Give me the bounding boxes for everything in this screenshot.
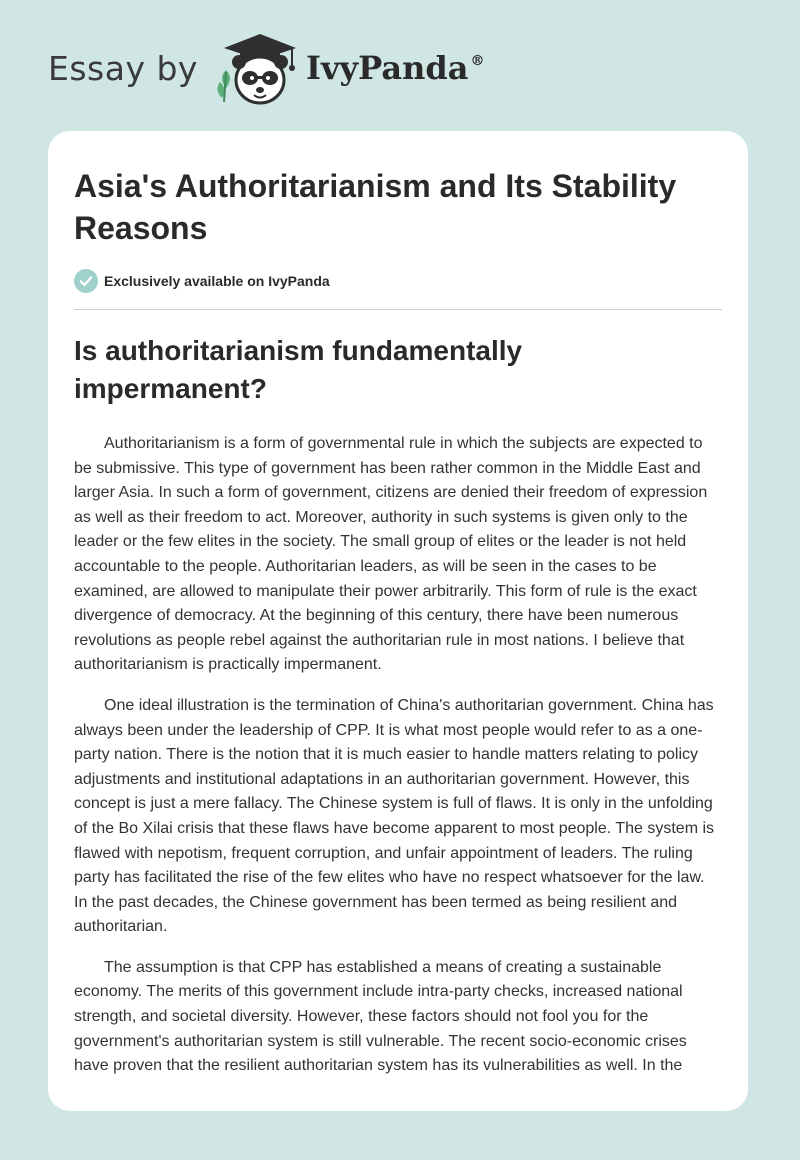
exclusive-badge-text: Exclusively available on IvyPanda: [104, 273, 330, 289]
exclusive-badge: [74, 267, 722, 295]
essay-title: Asia's Authoritarianism and Its Stability Reasons: [74, 168, 677, 246]
panda-logo-icon[interactable]: [212, 28, 300, 108]
paragraph: One ideal illustration is the termination of China's authoritarian government. China has always been under the leadership of CPP. It is what most people would refer to as a one-party nation. There is the notion that it is much easier to handle matters relating to policy adjustments and institutional adaptations in an authoritarian government. However, this concept is just a mere fallacy. The Chinese system is full of flaws. It is only in the unfolding of the Bo Xilai crisis that these flaws have become apparent to most people. The system is flawed with nepotism, frequent corruption, and unfair appointment of leaders. The ruling party has facilitated the rise of the few elites who have no respect whatsoever for the law. In the past decades, the Chinese government has been termed as being resilient and authoritarian.: [74, 696, 715, 936]
brand-name-text: IvyPanda: [305, 49, 469, 87]
paragraph: Authoritarianism is a form of governmental rule in which the subjects are expected to be submissive. This type of government has been rather common in the Middle East and larger Asia. In such a form of government, citizens are denied their freedom of expression as well as their freedom to act. Moreover, authority in such systems is given only to the leader or the few elites in the society. The small group of elites or the leader is not held accountable to the people. Authoritarian leaders, as will be seen in the cases to be examined, are allowed to manipulate their power arbitrarily. This form of rule is the exact divergence of democracy. At the beginning of this century, there have been numerous revolutions as people rebel against the authoritarian rule in most nations. I believe that authoritarianism is practically impermanent.: [74, 435, 708, 674]
essay-body: [74, 432, 722, 1079]
essay-by-label: Essay by: [48, 48, 198, 88]
site-header: [48, 28, 484, 108]
brand-name[interactable]: [306, 49, 484, 87]
paragraph: The assumption is that CPP has established a means of creating a sustainable economy. The merits of this government include intra-party checks, increased national strength, and societal diversity. However, these factors should not fool you for the government's authoritarian system is still vulnerable. The recent socio-economic crises have proven that the resilient authoritarian system has its vulnerabilities as well. In the: [74, 958, 687, 1075]
section-heading: Is authoritarianism fundamentally impermanent?: [74, 335, 523, 404]
registered-mark: ®: [470, 53, 485, 69]
essay-card: [48, 131, 748, 1111]
divider: [74, 309, 722, 310]
check-circle-icon: [74, 269, 98, 293]
